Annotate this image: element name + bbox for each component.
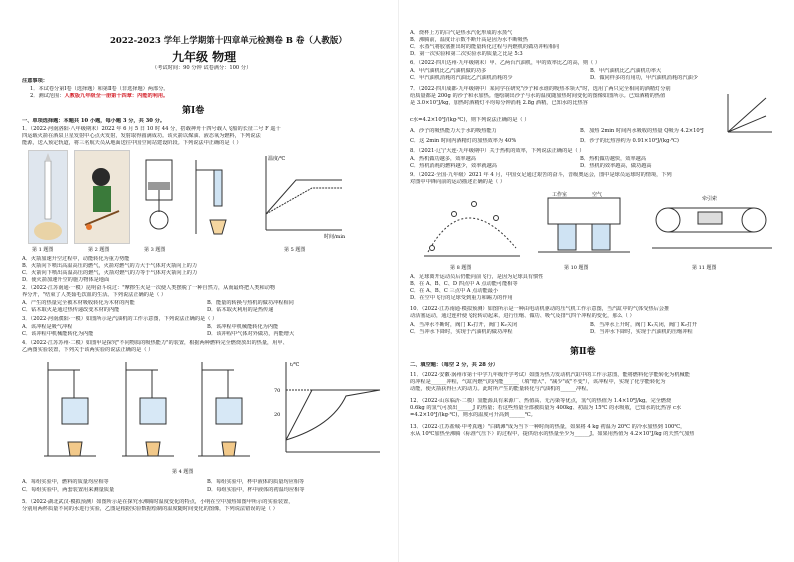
q1-option-d: D．使火箭加速升空的施力物体是地面 <box>22 277 110 283</box>
q1-option-a: A．火箭加速升空过程中，动能转化为重力势能 <box>22 256 130 262</box>
q4-line-2: 乙两图实验装置，下列关于该两实验的说法正确的是（ ） <box>22 347 154 353</box>
rocket-launch-photo <box>28 150 68 244</box>
q7-line-2: 给质量都是 200g 的沙子和水加热。他绘制出沙子与水的温度随加热时间变化的图像如图所示。已知酒精的热值 <box>410 93 666 99</box>
q6-option-b: B．甲汽油机比乙汽油机功率大 <box>590 68 662 74</box>
q11-line-2: 的冲程是______冲程，气缸内燃气的内能______（填"增大"、"减少"或"不变"），该冲程中，实现了化学能转化为 <box>410 379 666 385</box>
q4-option-d: D．每组实验中，杯中液体的初温均应相等 <box>207 487 305 493</box>
q10-line-1: 10．（2022·江苏南通·模拟预测）如图所示是一种由电动机驱动的压气机工作示意图，当汽缸中的气体受热后会推 <box>410 306 670 312</box>
sand-water-graph <box>722 92 774 136</box>
q10-option-a: A．当冲水不断时，阀门 K₁打开，阀门 K₂关闭 <box>410 322 518 328</box>
q6-option-c: C．甲汽油机消耗的汽油比乙汽油机消耗的少 <box>410 75 513 81</box>
q7-option-c: C．这 2min 时间内酒精灯的加热效率为 40% <box>410 138 517 144</box>
exam-title: 2022-2023 学年上学期第十四章单元检测卷 B 卷（人教版） <box>110 36 347 46</box>
exam-info: （考试时间：90 分钟 试卷满分：100 分） <box>152 65 252 71</box>
q13-line-2: 水从 10℃加热至沸腾（标准气压下）的过程中，提供给水的热量至少为______J。如果用热值为 4.2×10⁷J/kg 的天然气加热 <box>410 431 695 437</box>
right-column <box>410 0 780 562</box>
q10-option-c: C．当冲水下降时，实现于汽油机的做功冲程 <box>410 329 513 335</box>
q7-option-a: A．沙子的吸热能力大于水的吸热能力 <box>410 128 497 134</box>
part1-title: 第Ⅰ卷 <box>182 106 205 116</box>
grade-subject: 九年级 物理 <box>172 50 237 64</box>
temp-graph-icon <box>722 92 774 136</box>
svg-text:温度/℃: 温度/℃ <box>268 156 286 162</box>
q13-line-1: 13．（2022·江苏盐城·中考真题）"白鹤滩"成为当下一种时尚的热量，如果将 4 kg 初温为 20℃ 的冷水加热到 100℃， <box>410 424 686 430</box>
svg-text:70: 70 <box>274 388 281 394</box>
q2-option-a: A．产生的热量完全被木材吸收转化为木材的内能 <box>22 300 135 306</box>
notes-label: 注意事项： <box>22 78 48 84</box>
heating-apparatus-diagram <box>188 150 246 242</box>
q10-option-b: B．当冲水上升时，阀门 K₁关闭，阀门 K₂打开 <box>590 322 698 328</box>
section2-heading: 二、填空题：（每空 2 分，共 28 分） <box>410 362 499 368</box>
q12-line-2: 0.6kg 的氢气可放出______J 的热量；若这些热量全部被质量为 400kg、初温为 15℃ 的水吸收，已知水的比热容 c水 <box>410 405 682 411</box>
q6-stem: 6．（2022·四川达州·九年级期末）甲、乙两台汽油机，甲的效率比乙的高，则（ ） <box>410 60 601 66</box>
note-1: 1．本试卷分第Ⅰ卷（选择题）和第Ⅱ卷（非选择题）两部分。 <box>30 86 169 92</box>
q5-option-b: B．沸腾前，温度计示数不断升高是因为水不断吸热 <box>410 37 528 43</box>
beaker-stand-icon-2 <box>118 356 178 466</box>
test-tube-icon <box>188 150 246 242</box>
note-2-prefix: 2．测试范围： <box>30 93 65 99</box>
fig5-caption: 第 5 题图 <box>284 247 306 253</box>
fig8-caption: 第 8 题图 <box>450 265 472 271</box>
rocket-icon <box>29 151 67 243</box>
q7-option-b: B．加热 2min 时间内水吸收的热量 Q吸为 4.2×10⁴J <box>580 128 704 134</box>
q1-option-c: C．火箭向下喷出高温高压的燃气，火箭对燃气的力等于气体对火箭向上的力 <box>22 270 198 276</box>
fig2-caption: 第 2 题图 <box>88 247 110 253</box>
q2-option-d: D．钻木取火利用的是热传递 <box>207 307 274 313</box>
q3-option-a: A．该冲程是吸气冲程 <box>22 324 73 330</box>
q10-option-d: D．当冲水下降时，实现于汽油机的压缩冲程 <box>590 329 693 335</box>
q4-option-c: C．每组实验中，两套装置用来测量质量 <box>22 487 115 493</box>
q11-line-1: 11．（2022·安徽·涡州市第十中学九年级开学考试）如图为热力发动机汽缸中的工作示意图，能将燃料化学能转化为机械能 <box>410 372 690 378</box>
q9-option-c: C．在 A、B、C 三点中 A 点动能最小 <box>410 288 499 294</box>
q12-line-1: 12．（2022·山东临沂·二模）氢能源具有来源广、热值高、无污染等优点，氢气的热值为 1.4×10⁸J/kg。完全燃烧 <box>410 398 672 404</box>
q1-option-b: B．火箭向下喷出高温高压的燃气，火箭对燃气的力大于气体对火箭向上的力 <box>22 263 198 269</box>
q5-option-a: A．烧杯上方的白气是热水汽化形成的水蒸气 <box>410 30 513 36</box>
valve-icon <box>538 190 630 260</box>
curve-graph-icon <box>272 356 384 466</box>
q5-option-c: C．水蒸气将胶塞推出时的能量转化过程与内燃机的做功冲程相同 <box>410 44 560 50</box>
q7-line-4: c水=4.2×10³J/(kg·℃)，则下列说法正确的是（ ） <box>410 117 530 123</box>
q9-option-d: D．在空中飞行的足球受到重力和踢力的作用 <box>410 295 513 301</box>
q3-stem: 3．（2022·河南濮阳·一模）如图所示是汽油机的工作示意图，下列说法正确的是（ ） <box>22 316 218 322</box>
beaker-stand-icon <box>40 356 100 466</box>
q6-option-a: A．甲汽油机比乙汽油机做的功多 <box>410 68 487 74</box>
line-graph-icon <box>252 150 346 242</box>
fig4-caption: 第 4 题图 <box>172 469 194 475</box>
svg-text:牵引索: 牵引索 <box>702 196 718 202</box>
q9-option-a: A．足球离开运动员后仍能向前飞行，是因为足球具有惯性 <box>410 274 544 280</box>
q5-line-1: 5．（2022·湖北武汉·模拟预测）如图所示是在探究水沸腾时温度变化的特点，小明在空中加热如图甲所示的实验装置， <box>22 499 294 505</box>
part2-title: 第Ⅱ卷 <box>570 347 596 357</box>
q10-line-2: 动活塞运动，通过连杆使飞轮转动起来，进行压缩、做功、吸气及排气四个冲程的变化，那么（ ） <box>410 313 635 319</box>
football-trajectory-figure <box>424 190 520 260</box>
svg-text:20: 20 <box>274 412 281 418</box>
q2-line-2: 界分开，"结束了人类茹毛饮血的生活。下列说法正确的是（ ） <box>22 292 167 298</box>
q4-option-a: A．每组实验中，燃料的质量均应相等 <box>22 479 109 485</box>
q1-line-3: 能源，送入预定轨道，将三名航天员从地面送往中国空间站建设阶段。下列说法中正确的是（ ） <box>22 140 242 146</box>
fig10-caption: 第 10 题图 <box>564 265 589 271</box>
column-divider <box>398 0 399 562</box>
heating-curve-graph <box>272 356 384 466</box>
section1-heading: 一、单项选择题：本题共 10 小题，每小题 3 分，共 30 分。 <box>22 118 166 124</box>
q12-line-3: =4.2×10³J/(kg·℃)，则水的温度可升高到______℃。 <box>410 412 536 418</box>
beaker-stand-icon-3 <box>194 356 254 466</box>
q8-stem: 8．（2021·辽宁大连·九年级期中）关于热机的效率，下列说法正确的是（ ） <box>410 148 585 154</box>
q9-line-2: 对图中中锋向前的运动描述正确的是（ ） <box>410 179 506 185</box>
svg-text:t/℃: t/℃ <box>290 362 300 368</box>
pulley-conveyor-diagram <box>648 190 776 260</box>
q4-line-1: 4．（2022·江苏苏州·二模）如图甲是探究"不同物质的吸热能力"的装置，根据两种燃料完全燃烧放出的热量，用甲、 <box>22 340 288 346</box>
fire-drill-illustration <box>74 150 130 244</box>
q5-line-2: 分别用两杯质量不同的水进行实验，乙图是根据实验数据绘制的温度随时间变化的图像，下列说法错误的是（ ） <box>22 506 278 512</box>
q8-option-c: C．热机消耗的燃料越少，效率就越高 <box>410 163 497 169</box>
svg-text:空气: 空气 <box>592 192 603 198</box>
note-2-range: 人教版九年级全一册第十四章：内能的利用。 <box>64 93 169 99</box>
burner-setup-c <box>194 356 254 466</box>
note-2 <box>30 93 168 99</box>
q9-line-1: 9．（2022·全国·九年级）2021 年 4 月，中国女足通过艰苦的奋斗，晋级奥运会，图中是球员运球时的情境，下列 <box>410 172 672 178</box>
fig11-caption: 第 11 题图 <box>692 265 717 271</box>
q3-option-c: C．该冲程中机械能转化为内能 <box>22 331 94 337</box>
q8-option-b: B．热机做功越快，效率越高 <box>580 156 647 162</box>
svg-text:时间/min: 时间/min <box>324 234 346 240</box>
fig3-caption: 第 3 题图 <box>144 247 166 253</box>
q7-option-d: D．沙子的比热容约为 0.91×10³J/(kg·℃) <box>580 138 679 144</box>
pulley-icon <box>648 190 776 260</box>
trajectory-icon <box>424 190 520 260</box>
compressor-diagram <box>538 190 630 260</box>
temperature-time-graph <box>252 150 346 242</box>
q2-option-c: C．钻木取火是通过热传递改变木材的内能 <box>22 307 120 313</box>
engine-cylinder-diagram <box>136 150 182 242</box>
q3-option-b: B．该冲程中机械能转化为内能 <box>207 324 279 330</box>
q1-line-1: 1．（2022·河南洛阳·八年级期末）2022 年 6 月 5 日 10 时 44 分，搭载神舟十四号载人飞船的长征二号 F 遥十 <box>22 126 281 132</box>
q8-option-a: A．热机做功越多，效率越高 <box>410 156 476 162</box>
q1-line-2: 四运载火箭在酒泉卫星发射中心点火发射，发射取得圆满成功。该火箭以煤油、液态氧为燃料，下列说法 <box>22 133 261 139</box>
left-column <box>22 0 392 562</box>
burner-setup-a <box>40 356 100 466</box>
q6-option-d: D．做同样多的有用功，甲汽油机消耗的汽油少 <box>590 75 698 81</box>
q4-option-b: B．每组实验中，杯中液体的质量均应相等 <box>207 479 305 485</box>
q8-option-d: D．热机的效率越高，做功越高 <box>580 163 652 169</box>
fire-drill-icon <box>75 151 129 243</box>
q7-line-1: 7．（2022·四川成都·九年级期中）某同学在研究"沙子和水谁的吸热本领大"时，选用了两只完全相同的酒精灯分别 <box>410 86 671 92</box>
fig1-caption: 第 1 题图 <box>32 247 54 253</box>
q2-line-1: 2．（2022·江苏南通·一模）昆明奋斗说过："摩擦生火是一次使人类摆脱了一种自然力，从而最终把人类和动物 <box>22 285 276 291</box>
burner-setup-b <box>118 356 178 466</box>
q5-option-d: D．第一次实验和第二次实验水的质量之比是 5:3 <box>410 51 523 57</box>
q7-line-3: 是 3.0×10⁷J/kg，加热时酒精灯平均每分钟消耗 2.8g 酒精，已知水的比热容 <box>410 100 588 106</box>
cylinder-icon <box>136 150 182 242</box>
q9-option-b: B．在 A、B、C、D 四点中 A 点动能可能相等 <box>410 281 518 287</box>
svg-text:工作室: 工作室 <box>552 192 568 198</box>
q3-option-d: D．该冲程中气体对外做功，内能增大 <box>207 331 295 337</box>
q11-line-3: 动能，使火箭获得巨大的动力。此时所产生的能量转化与汽油机的______冲程。 <box>410 386 592 392</box>
q2-option-b: B．能量的转换与热机的做功冲程相同 <box>207 300 294 306</box>
